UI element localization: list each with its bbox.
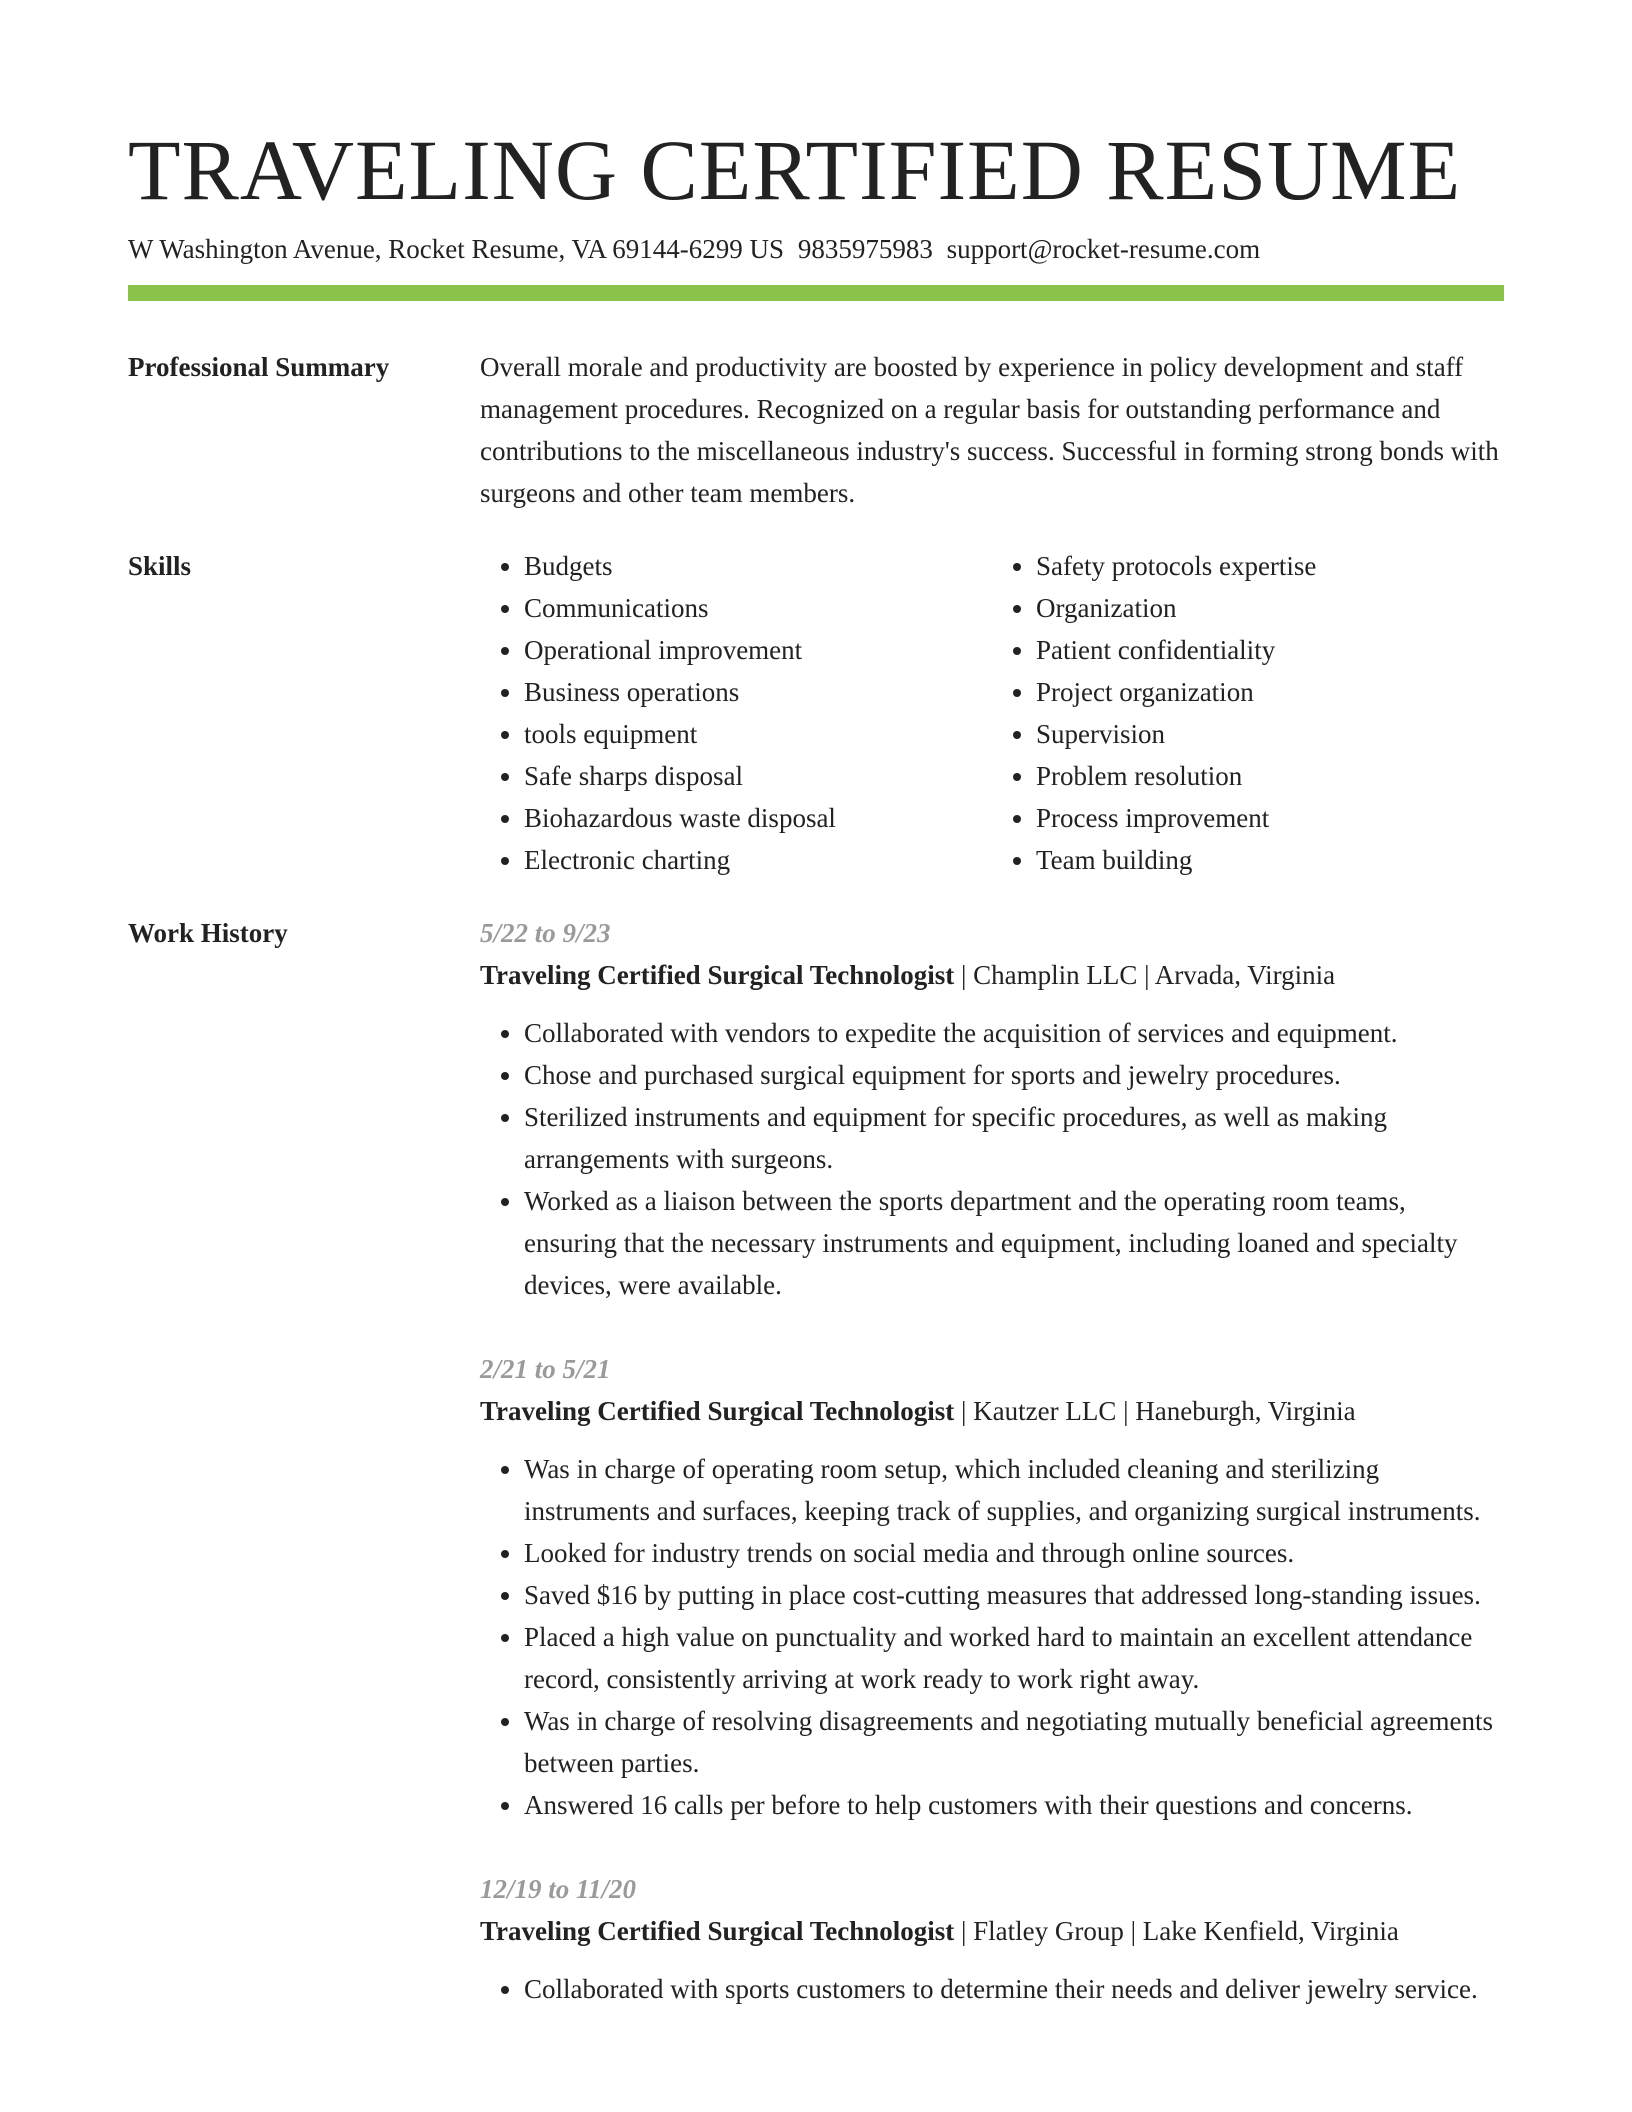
job-details: | Kautzer LLC | Haneburgh, Virginia [954,1396,1356,1426]
header-divider [128,285,1504,301]
skill-item: • Electronic charting [524,839,992,881]
skill-item: • Biohazardous waste disposal [524,797,992,839]
skill-item: • Supervision [1036,713,1504,755]
job-point: • Collaborated with sports customers to determine their needs and deliver jewelry service. [524,1968,1504,2010]
summary-label: Professional Summary [128,352,390,382]
skill-item: • Business operations [524,671,992,713]
job-point: • Saved $16 by putting in place cost-cutting measures that addressed long-standing issues. [524,1574,1504,1616]
work-history-label: Work History [128,918,288,948]
skill-item: • Organization [1036,587,1504,629]
job-points [480,1448,1504,1826]
job-points [480,1968,1504,2010]
skill-item: • Team building [1036,839,1504,881]
job-point: • Collaborated with vendors to expedite the acquisition of services and equipment. [524,1012,1504,1054]
summary-text: Overall morale and productivity are boosted by experience in policy development and staff management procedures. Recognized on a regular basis for outstanding performance and contributions to the miscellaneous industry's success. Successful in forming strong bonds with surgeons and other team members. [480,352,1499,508]
skill-item: • Safety protocols expertise [1036,545,1504,587]
job-details: | Champlin LLC | Arvada, Virginia [954,960,1336,990]
job-point: • Worked as a liaison between the sports department and the operating room teams, ensuring that the necessary instruments and equipment, including loaned and specialty devices, were available. [524,1180,1504,1306]
job-point: • Was in charge of resolving disagreements and negotiating mutually beneficial agreements between parties. [524,1700,1504,1784]
skills-label: Skills [128,551,192,581]
job-point: • Looked for industry trends on social media and through online sources. [524,1532,1504,1574]
job-points [480,1012,1504,1306]
job-heading [480,954,1504,996]
skill-item: • Communications [524,587,992,629]
summary-body [480,346,1504,514]
job-title: Traveling Certified Surgical Technologist [480,1916,955,1946]
skill-item: • Safe sharps disposal [524,755,992,797]
job-point: • Answered 16 calls per before to help customers with their questions and concerns. [524,1784,1504,1826]
skill-item: • tools equipment [524,713,992,755]
job-title: Traveling Certified Surgical Technologist [480,1396,955,1426]
work-history-body [480,912,1504,2052]
job-dates: 12/19 to 11/20 [480,1874,637,1904]
skill-item: • Project organization [1036,671,1504,713]
contact-address: W Washington Avenue, Rocket Resume, VA 69144-6299 US [128,234,785,264]
contact-email: support@rocket-resume.com [946,234,1261,264]
job-title: Traveling Certified Surgical Technologist [480,960,955,990]
job-heading [480,1910,1504,1952]
skill-item: • Patient confidentiality [1036,629,1504,671]
contact-phone: 9835975983 [797,234,933,264]
job-dates: 5/22 to 9/23 [480,918,611,948]
job-point: • Placed a high value on punctuality and worked hard to maintain an excellent attendance record, consistently arriving at work ready to work right away. [524,1616,1504,1700]
skills-columns [480,545,1504,881]
job-heading [480,1390,1504,1432]
skill-item: • Process improvement [1036,797,1504,839]
skill-item: • Operational improvement [524,629,992,671]
job-entry [480,1348,1504,1826]
job-point: • Was in charge of operating room setup, which included cleaning and sterilizing instruments and surfaces, keeping track of supplies, and organizing surgical instruments. [524,1448,1504,1532]
job-entry [480,912,1504,1306]
job-point: • Sterilized instruments and equipment for specific procedures, as well as making arrangements with surgeons. [524,1096,1504,1180]
job-details: | Flatley Group | Lake Kenfield, Virginia [954,1916,1399,1946]
skill-item: • Budgets [524,545,992,587]
resume-name: TRAVELING CERTIFIED RESUME [128,122,1462,218]
skills-list-left [480,545,992,881]
job-dates: 2/21 to 5/21 [480,1354,611,1384]
skill-item: • Problem resolution [1036,755,1504,797]
skills-body [480,545,1504,881]
contact-line [128,232,1260,266]
job-point: • Chose and purchased surgical equipment for sports and jewelry procedures. [524,1054,1504,1096]
job-entry [480,1868,1504,2010]
skills-list-right [992,545,1504,881]
